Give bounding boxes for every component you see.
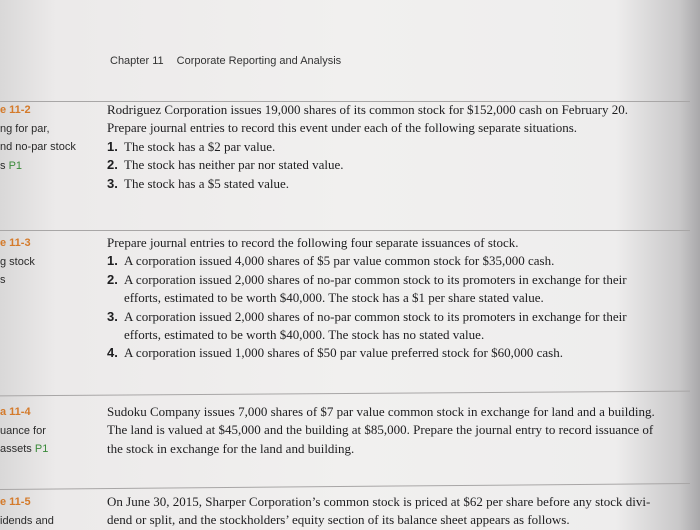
divider: [0, 230, 690, 231]
exercise-label-11-2: [0, 101, 76, 175]
list-item: 2. A corporation issued 2,000 shares of no-par common stock to its promoters in exchange for their: [107, 271, 697, 289]
exercise-text-11-3: [107, 234, 697, 363]
text-line: Rodriguez Corporation issues 19,000 shares of its common stock for $152,000 cash on February 20.: [107, 101, 697, 119]
objective-code: P1: [9, 160, 22, 172]
exercise-label-11-4: [0, 403, 48, 459]
label-line: s: [0, 271, 35, 290]
exercise-number: a 11-4: [0, 403, 48, 422]
running-header: [110, 55, 351, 67]
list-item: 3. The stock has a $5 stated value.: [107, 175, 697, 193]
text-line: efforts, estimated to be worth $40,000. The stock has no stated value.: [107, 326, 697, 344]
exercise-number: e 11-3: [0, 234, 35, 253]
label-line: assets: [0, 443, 32, 455]
list-item: 2. The stock has neither par nor stated value.: [107, 156, 697, 174]
exercise-text-11-2: [107, 101, 697, 193]
text-line: On June 30, 2015, Sharper Corporation’s common stock is priced at $62 per share before any stock divi-: [107, 493, 697, 511]
text-line: dend or split, and the stockholders’ equity section of its balance sheet appears as follows.: [107, 511, 697, 529]
divider: [0, 391, 690, 397]
exercise-number: e 11-5: [0, 493, 54, 512]
label-line: nd no-par stock: [0, 138, 76, 157]
exercise-label-11-5: [0, 493, 54, 530]
label-line: s: [0, 160, 6, 172]
exercise-label-11-3: [0, 234, 35, 290]
list-item: 1. The stock has a $2 par value.: [107, 138, 697, 156]
text-line: Prepare journal entries to record this event under each of the following separate situations.: [107, 119, 697, 137]
objective-code: P1: [35, 443, 48, 455]
text-line: Prepare journal entries to record the following four separate issuances of stock.: [107, 234, 697, 252]
label-line: uance for: [0, 422, 48, 441]
exercise-number: e 11-2: [0, 101, 76, 120]
chapter-title: Corporate Reporting and Analysis: [177, 55, 341, 67]
exercise-text-11-5: [107, 493, 697, 530]
list-item: 1. A corporation issued 4,000 shares of $5 par value common stock for $35,000 cash.: [107, 252, 697, 270]
text-line: the stock in exchange for the land and building.: [107, 440, 697, 458]
chapter-number: Chapter 11: [110, 55, 164, 67]
list-item: 3. A corporation issued 2,000 shares of no-par common stock to its promoters in exchange for their: [107, 308, 697, 326]
list-item: 4. A corporation issued 1,000 shares of $50 par value preferred stock for $60,000 cash.: [107, 344, 697, 362]
text-line: efforts, estimated to be worth $40,000. The stock has a $1 per share stated value.: [107, 289, 697, 307]
label-line: g stock: [0, 253, 35, 272]
label-line: ng for par,: [0, 120, 76, 139]
text-line: Sudoku Company issues 7,000 shares of $7 par value common stock in exchange for land and a building.: [107, 403, 697, 421]
text-line: The land is valued at $45,000 and the building at $85,000. Prepare the journal entry to record issuance of: [107, 421, 697, 439]
exercise-text-11-4: [107, 403, 697, 458]
divider: [0, 483, 690, 490]
label-line: idends and: [0, 512, 54, 530]
